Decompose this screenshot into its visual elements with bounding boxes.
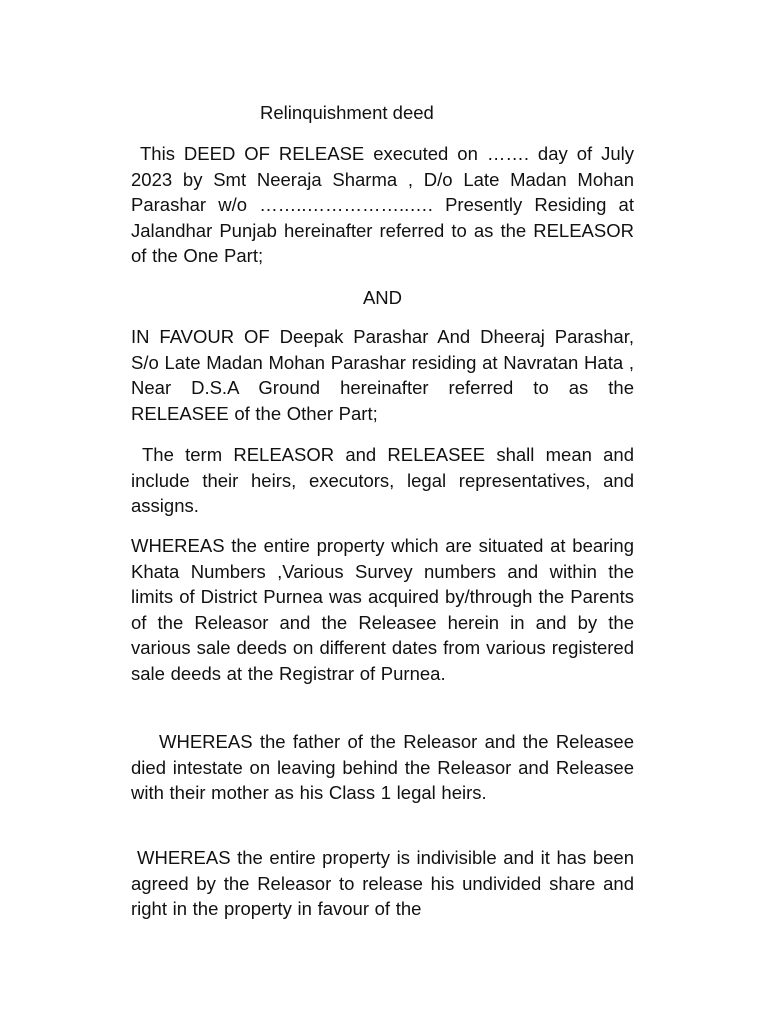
document-title: Relinquishment deed <box>260 102 434 123</box>
terms-definition-paragraph: The term RELEASOR and RELEASEE shall mean and include their heirs, executors, legal representatives, and assigns. <box>131 444 634 517</box>
and-separator-text: AND <box>362 287 403 308</box>
in-favour-paragraph: IN FAVOUR OF Deepak Parashar And Dheeraj Parashar, S/o Late Madan Mohan Parashar residing at Navratan Hata , Near D.S.A Ground hereinafter referred to as the RELEASEE of the Other Part; <box>131 326 634 424</box>
and-separator <box>131 285 634 311</box>
whereas-indivisible-paragraph: WHEREAS the entire property is indivisible and it has been agreed by the Releasor to release his undivided share and right in the property in favour of the <box>131 847 634 920</box>
deed-intro-paragraph: This DEED OF RELEASE executed on ……. day of July 2023 by Smt Neeraja Sharma , D/o Late Madan Mohan Parashar w/o ……..……………..…. Presently Residing at Jalandhar Punjab hereinafter referred to as the RELEASOR of the One Part; <box>131 143 634 267</box>
whereas-property-paragraph: WHEREAS the entire property which are situated at bearing Khata Numbers ,Various Survey numbers and within the limits of District Purnea was acquired by/through the Parents of the Releasor and the Releasee herein in and by the various sale deeds on different dates from various registered sale deeds at the Registrar of Purnea. <box>131 535 634 684</box>
whereas-father-paragraph: WHEREAS the father of the Releasor and the Releasee died intestate on leaving behind the Releasor and Releasee with their mother as his Class 1 legal heirs. <box>131 731 634 804</box>
